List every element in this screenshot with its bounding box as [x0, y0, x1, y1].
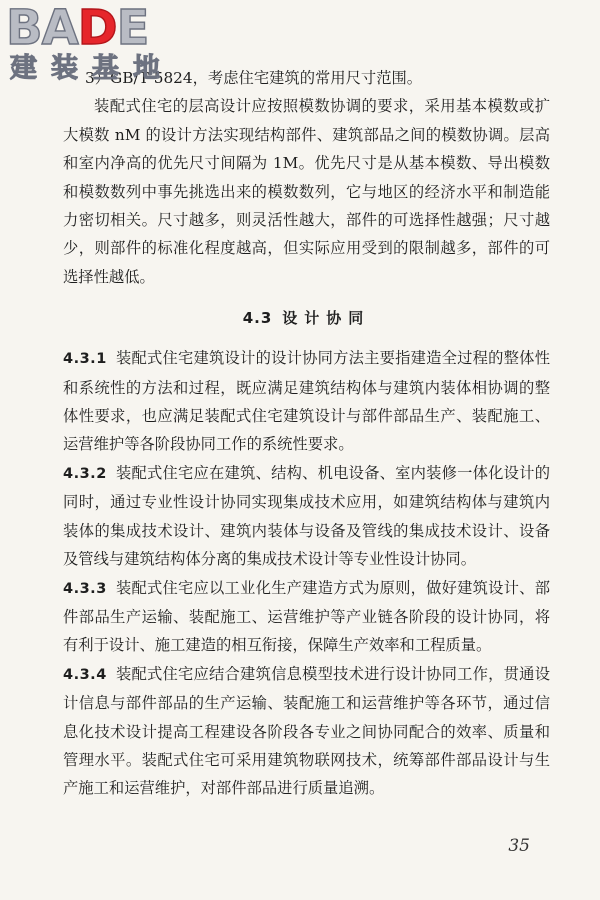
logo-wordmark — [6, 2, 148, 54]
intro-paragraph: 装配式住宅的层高设计应按照模数协调的要求，采用基本模数或扩大模数 nM 的设计方法实现结构部件、建筑部品之间的模数协调。层高和室内净高的优先尺寸间隔为 1M。优先尺寸是从基本模数、导出模数和模数数列中事先挑选出来的模数数列，它与地区的经济水平和制造能力密切相关。尺寸越多，则灵活性越大，部件的可选择性越强；尺寸越少，则部件的标准化程度越高，但实际应用受到的限制越多，部件的可选择性越低。 — [63, 97, 550, 286]
section-number: 4.3 — [242, 309, 273, 328]
logo-subtitle: 建装基地 — [10, 53, 174, 84]
section-title: 设计协同 — [282, 309, 371, 328]
clause-paragraph — [63, 574, 550, 660]
clause-number: 4.3.2 — [63, 465, 107, 482]
clause-number: 4.3.3 — [63, 580, 107, 597]
clause-number: 4.3.4 — [63, 666, 107, 683]
reference-line: 3）GB/T 5824，考虑住宅建筑的常用尺寸范围。 — [85, 69, 423, 87]
page-number: 35 — [508, 836, 530, 856]
section-heading — [63, 305, 550, 331]
clause-paragraph — [63, 660, 550, 803]
clause-text: 装配式住宅应以工业化生产建造方式为原则，做好建筑设计、部件部品生产运输、装配施工、运营维护等产业链各阶段的设计协同，将有利于设计、施工建造的相互衔接，保障生产效率和工程质量。 — [63, 578, 550, 655]
clause-text: 装配式住宅应结合建筑信息模型技术进行设计协同工作，贯通设计信息与部件部品的生产运输、装配施工和运营维护等各环节，通过信息化技术设计提高工程建设各阶段各专业之间协同配合的效率、质量和管理水平。装配式住宅可采用建筑物联网技术，统筹部件部品设计与生产施工和运营维护，对部件部品进行质量追溯。 — [63, 664, 550, 798]
logo-prefix: BA — [6, 0, 78, 56]
clause-number: 4.3.1 — [63, 351, 107, 368]
page-body — [63, 64, 550, 803]
clause-text: 装配式住宅建筑设计的设计协同方法主要指建造全过程的整体性和系统性的方法和过程，既应满足建筑结构体与建筑内装体相协调的整体性要求，也应满足装配式住宅建筑设计与部件部品生产、装配施工、运营维护等各阶段协同工作的系统性要求。 — [63, 349, 550, 454]
watermark-logo — [6, 2, 176, 97]
clause-text: 装配式住宅应在建筑、结构、机电设备、室内装修一体化设计的同时，通过专业性设计协同实现集成技术应用，如建筑结构体与建筑内装体的集成技术设计、建筑内装体与设备及管线的集成技术设计、设备及管线与建筑结构体分离的集成技术设计等专业性设计协同。 — [63, 463, 550, 569]
clause-paragraph — [63, 344, 550, 459]
logo-accent-letter: D — [77, 0, 117, 56]
logo-suffix: E — [116, 0, 149, 56]
clause-paragraph — [63, 459, 550, 574]
